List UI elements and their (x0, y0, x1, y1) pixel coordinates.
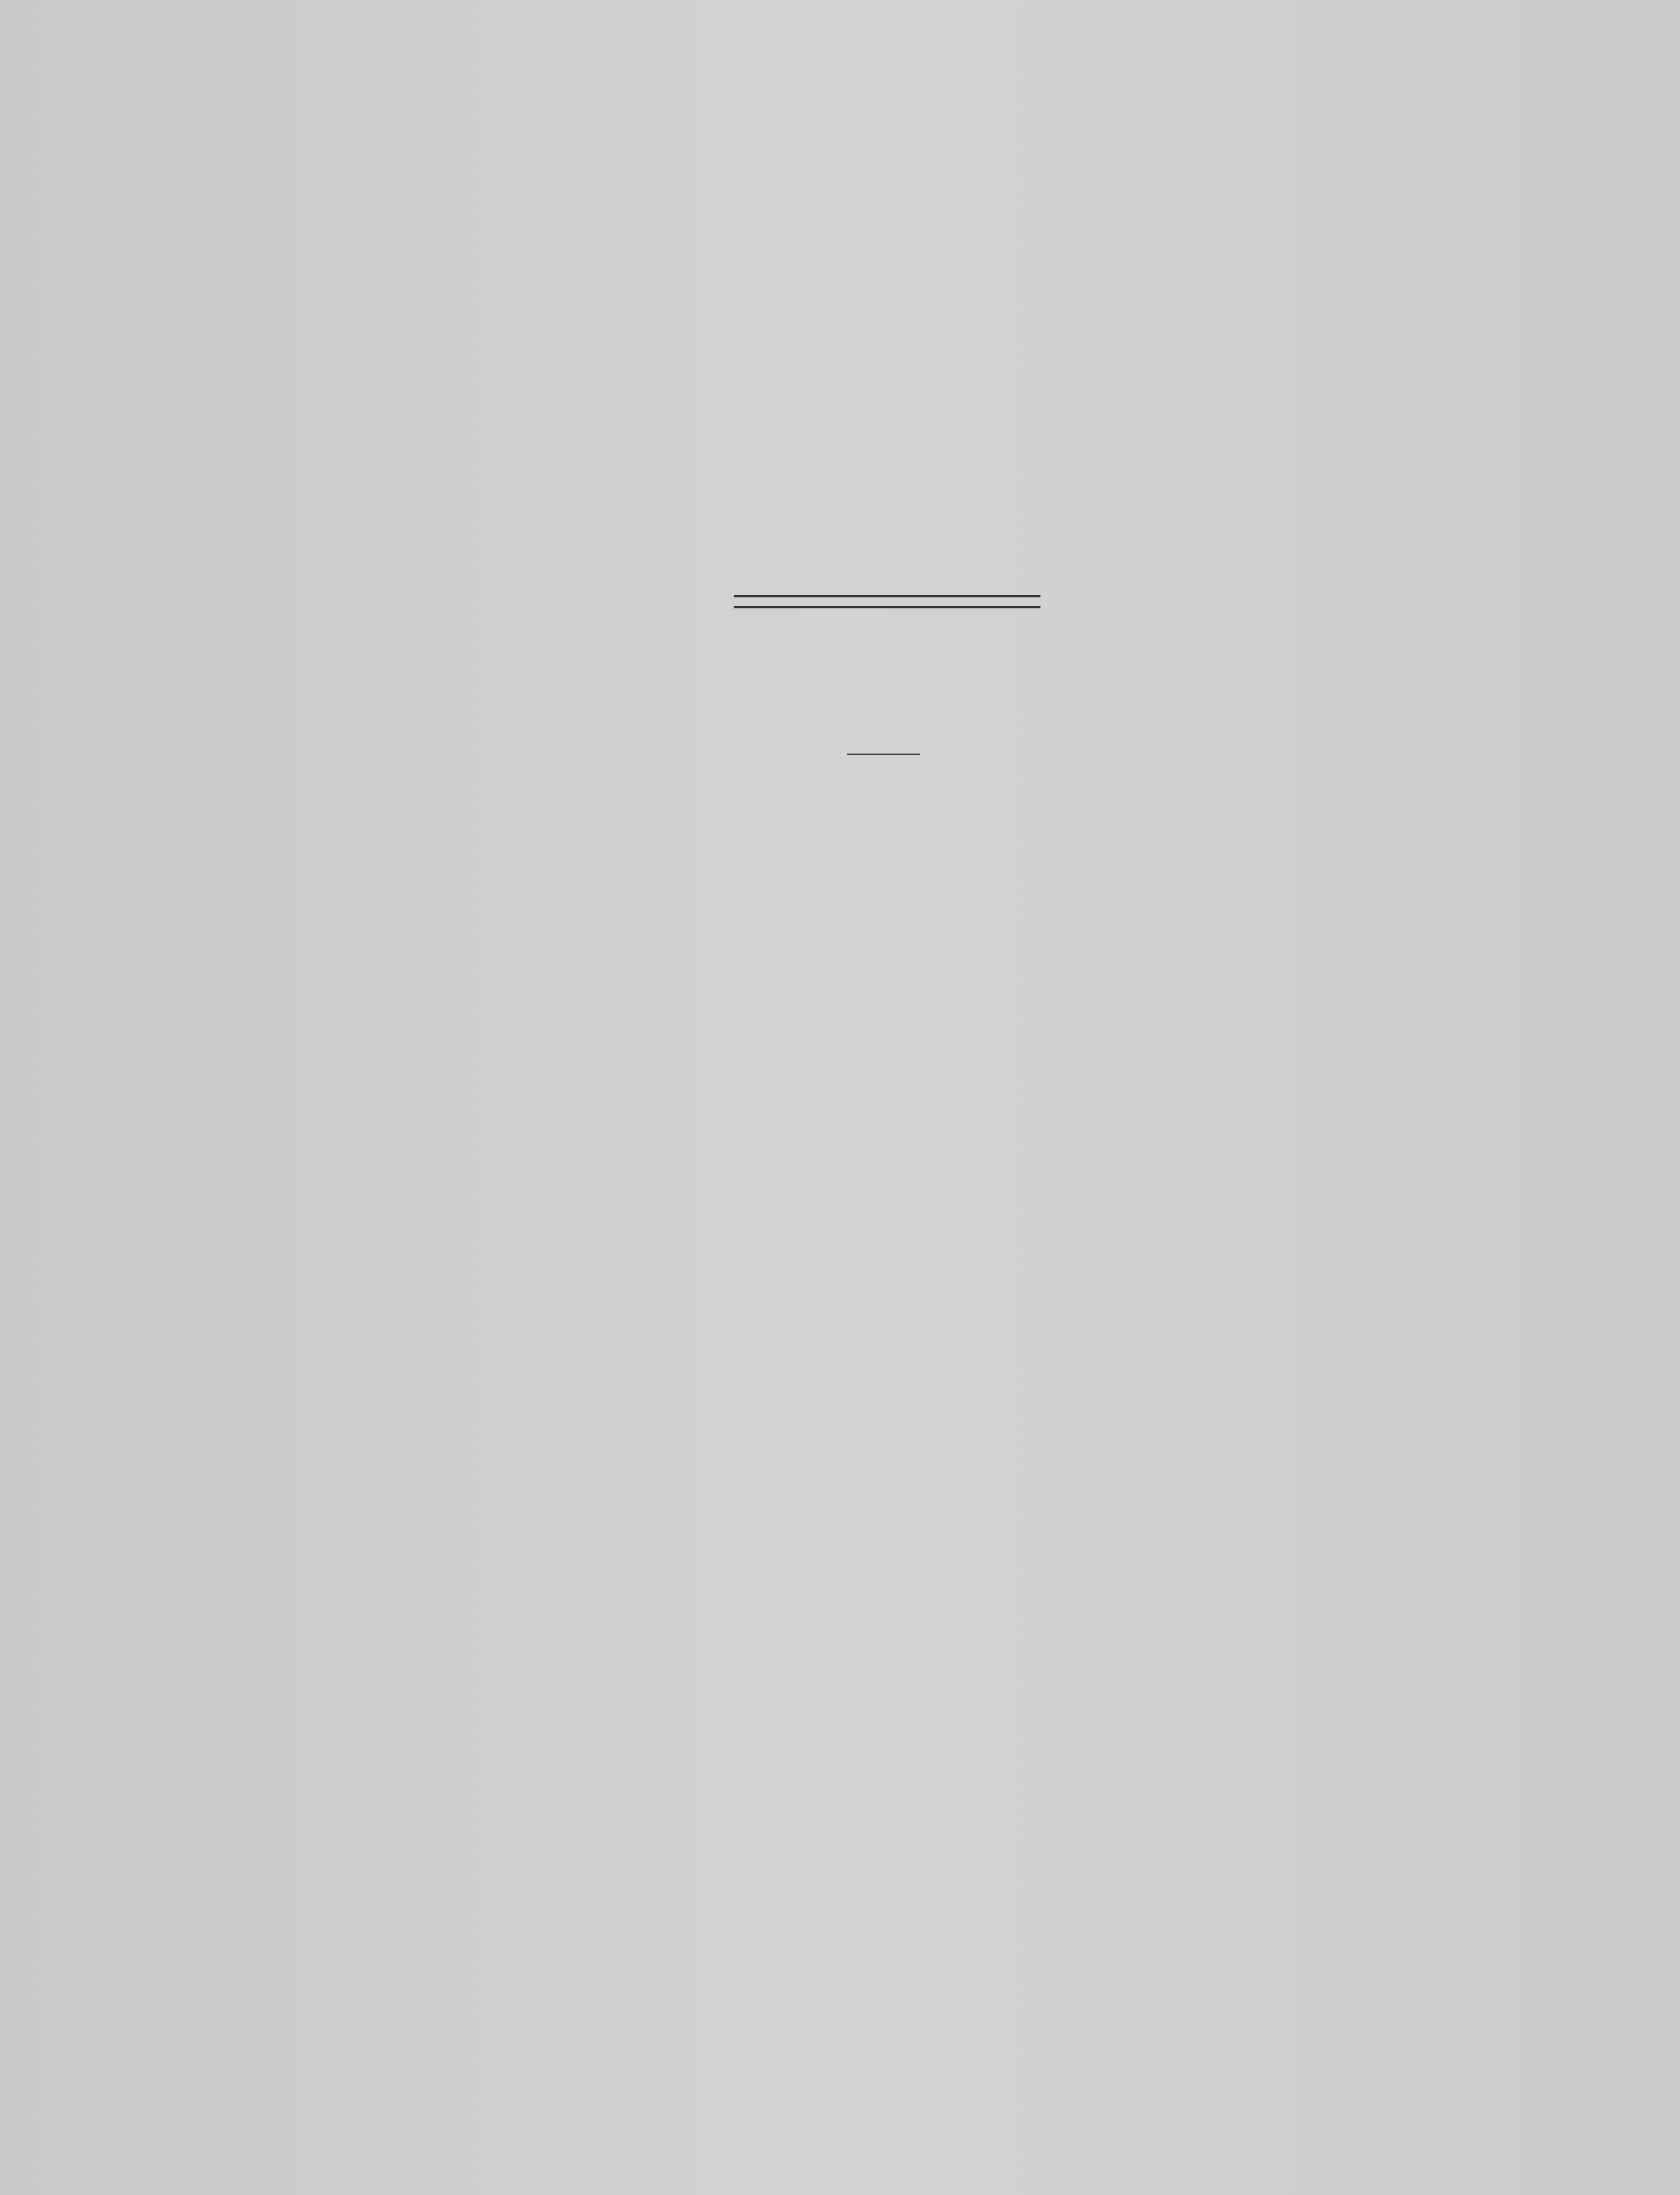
heading-underline (847, 754, 920, 755)
section-divider (734, 595, 1040, 608)
